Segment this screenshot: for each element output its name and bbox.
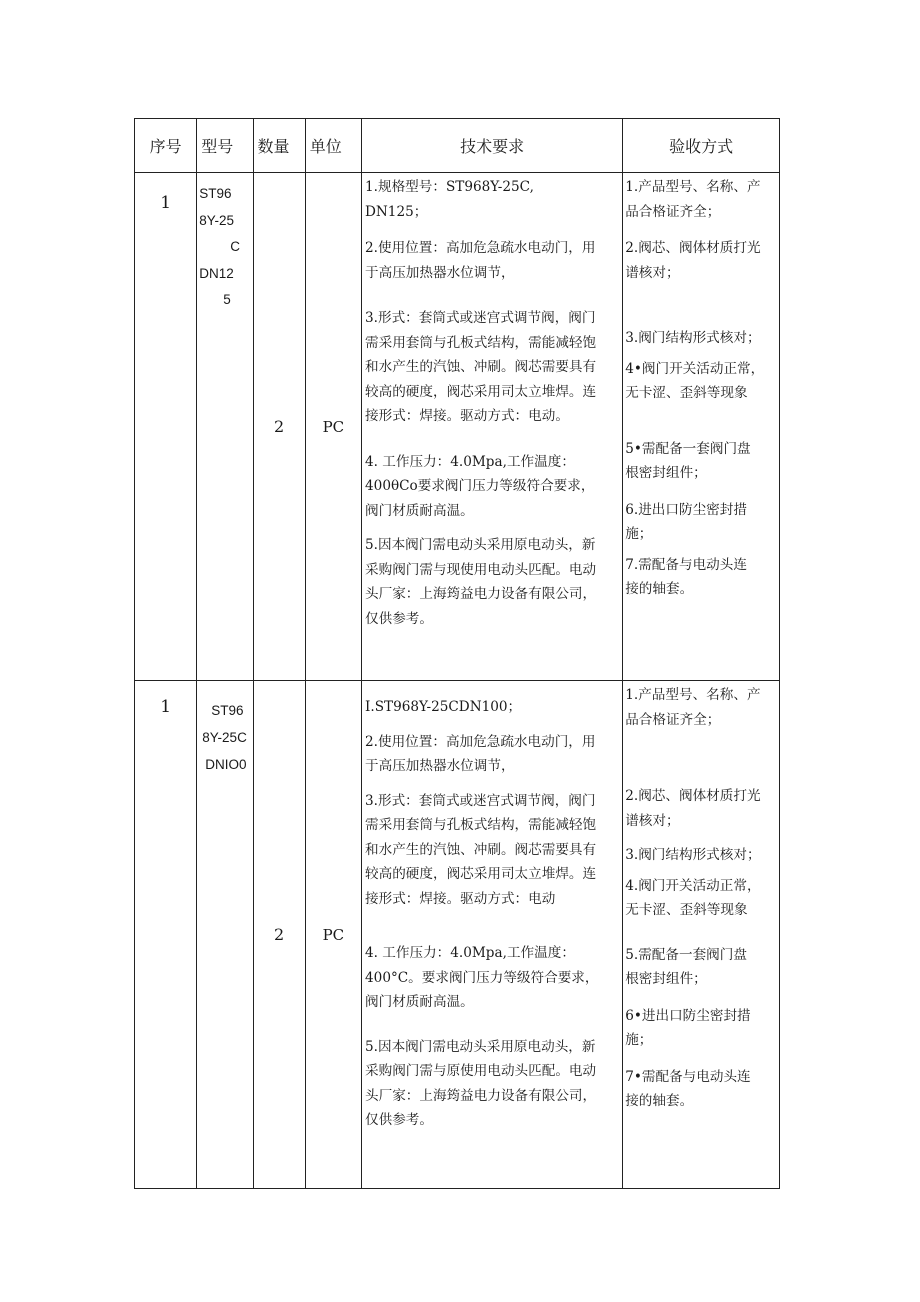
table-row [135, 173, 780, 681]
model-line: C [230, 239, 241, 254]
acceptance-item: 5•需配备一套阀门盘 根密封组件； [625, 440, 751, 481]
row-unit: PC [305, 681, 361, 1189]
header-model: 型号 [197, 119, 253, 173]
acceptance-item: 1.产品型号、名称、产 品合格证齐全； [625, 687, 761, 728]
acceptance-item: 2.阀芯、阀体材质打光 谱核对； [625, 788, 761, 829]
header-acceptance: 验收方式 [623, 119, 780, 173]
model-line: ST96 [211, 703, 244, 718]
row-acceptance [623, 681, 780, 1189]
tech-item: I.ST968Y-25CDN100； [365, 699, 522, 715]
acceptance-item: 7.需配备与电动头连 接的轴套。 [625, 556, 747, 597]
row-qty: 2 [253, 173, 305, 681]
acceptance-item: 4.阀门开关活动正常， 无卡涩、歪斜等现象 [625, 877, 761, 918]
tech-item: 1.规格型号：ST968Y-25C, DN125； [365, 179, 534, 220]
tech-item: 3.形式：套筒式或迷宫式调节阀，阀门 需采用套筒与孔板式结构，需能减轻饱 和水产生的汽蚀、冲刷。阀芯需要具有 较高的硬度，阀芯采用司太立堆焊。连 接形式：焊接。驱动方式：电动。 [365, 310, 597, 424]
model-line: 5 [223, 292, 231, 307]
acceptance-item: 5.需配备一套阀门盘 根密封组件； [625, 946, 747, 987]
header-tech: 技术要求 [362, 119, 623, 173]
header-qty: 数量 [253, 119, 305, 173]
row-acceptance [623, 173, 780, 681]
acceptance-item: 1.产品型号、名称、产 品合格证齐全； [625, 179, 761, 220]
acceptance-item: 3.阀门结构形式核对； [625, 847, 761, 863]
row-tech [362, 173, 623, 681]
tech-item: 5.因本阀门需电动头采用原电动头，新 采购阀门需与原使用电动头匹配。电动 头厂家：上海筠益电力设备有限公司， 仅供参考。 [365, 1038, 597, 1128]
acceptance-item: 6•进出口防尘密封措 施； [625, 1007, 751, 1048]
row-seq: 1 [135, 173, 197, 681]
row-seq: 1 [135, 681, 197, 1189]
header-unit: 单位 [305, 119, 361, 173]
row-qty: 2 [253, 681, 305, 1189]
acceptance-item: 2.阀芯、阀体材质打光 谱核对； [625, 240, 761, 281]
tech-item: 5.因本阀门需电动头采用原电动头，新 采购阀门需与现使用电动头匹配。电动 头厂家：上海筠益电力设备有限公司， 仅供参考。 [365, 537, 597, 627]
model-line: ST96 [199, 186, 232, 201]
row-model [197, 173, 253, 681]
row-tech [362, 681, 623, 1189]
row-model [197, 681, 253, 1189]
tech-item: 4. 工作压力：4.0Mpa,工作温度： 400°C。要求阀门压力等级符合要求， 阀门材质耐高温。 [365, 945, 599, 1010]
acceptance-item: 3.阀门结构形式核对； [625, 330, 761, 346]
row-unit: PC [305, 173, 361, 681]
tech-item: 4. 工作压力：4.0Mpa,工作温度： 400θCo要求阀门压力等级符合要求， 阀门材质耐高温。 [365, 453, 595, 519]
tech-item: 3.形式：套筒式或迷宫式调节阀，阀门 需采用套筒与孔板式结构，需能减轻饱 和水产生的汽蚀、冲刷。阀芯需要具有 较高的硬度，阀芯采用司太立堆焊。连 接形式：焊接。驱动方式：电动 [365, 792, 597, 907]
table-header-row [135, 119, 780, 173]
table-row [135, 681, 780, 1189]
acceptance-item: 7•需配备与电动头连 接的轴套。 [625, 1068, 751, 1109]
acceptance-item: 4•阀门开关活动正常， 无卡涩、歪斜等现象 [625, 360, 765, 401]
header-seq: 序号 [135, 119, 197, 173]
model-line: DNIO0 [205, 757, 247, 772]
tech-item: 2.使用位置：高加危急疏水电动门，用 于高压加热器水位调节， [365, 240, 596, 281]
acceptance-item: 6.进出口防尘密封措 施； [625, 501, 747, 542]
model-line: 8Y-25 [199, 212, 235, 228]
tech-item: 2.使用位置：高加危急疏水电动门，用 于高压加热器水位调节， [365, 733, 596, 774]
spec-table [134, 118, 780, 1189]
model-line: DN12 [199, 265, 234, 281]
model-line: 8Y-25C [202, 730, 247, 745]
